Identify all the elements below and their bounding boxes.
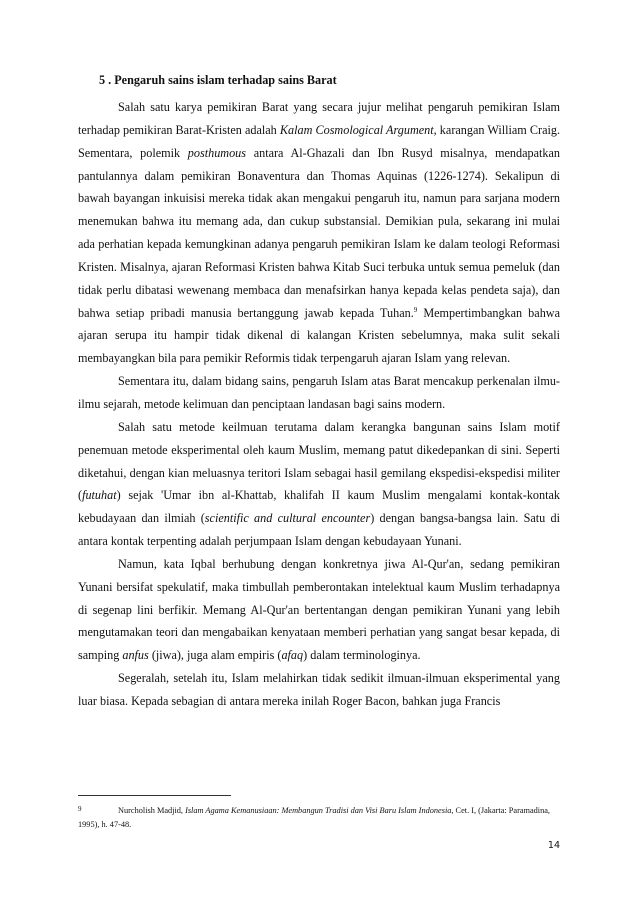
paragraph-4-italic-2: afaq <box>281 648 304 663</box>
paragraph-1-italic-1: Kalam Cosmological Argument <box>279 122 434 137</box>
footnote-divider <box>78 795 231 796</box>
section-heading: 5 . Pengaruh sains islam terhadap sains Barat <box>99 73 337 87</box>
footnote-book-title: Islam Agama Kemanusiaan: Membangun Tradisi dan Visi Baru Islam Indonesia <box>185 806 452 815</box>
footnote-reference[interactable]: 9 <box>413 305 418 314</box>
paragraph-2: Sementara itu, dalam bidang sains, pengaruh Islam atas Barat mencakup perkenalan ilmu-ilmu sejarah, metode kelimuan dan penciptaan landasan bagi sains modern. <box>78 374 560 411</box>
paragraph-1-text-2: , karangan William Craig. Sementara, polemik <box>78 122 561 160</box>
paragraph-4-text-2: (jiwa), juga alam empiris ( <box>148 648 282 663</box>
footnote-text-1: Nurcholish Madjid, <box>118 806 186 815</box>
paragraph-3 <box>78 416 560 553</box>
body-text <box>78 96 560 713</box>
paragraph-3-italic-1: futuhat <box>82 488 117 503</box>
paragraph-3-italic-2: scientific and cultural encounter <box>204 511 371 526</box>
paragraph-1-text-3: antara Al-Ghazali dan Ibn Rusyd misalnya, mendapatkan pantulannya dalam pemikiran Bonaventura dan Thomas Aquinas (1226-1274). Sekalipun di bawah bayangan inkuisisi mereka tidak akan mengakui pengaruh itu, namun para sarjana modern menemukan bahwa itu memang ada, dan cukup substansial. Demikian pula, sekarang ini mulai ada perhatian kepada kemungkinan adanya pengaruh pemikiran Islam ke dalam teologi Reformasi Kristen. Misalnya, ajaran Reformasi Kristen bahwa Kitab Suci terbuka untuk semua pemeluk (dan tidak perlu dibatasi wewenang membaca dan menafsirkan hanya kepada kelas pendeta saja), dan bahwa setiap pribadi manusia bertanggung jawab kepada Tuhan. <box>78 145 560 320</box>
page-number: 14 <box>547 840 560 851</box>
paragraph-1 <box>78 96 560 370</box>
footnote-mark: 9 <box>78 805 82 813</box>
paragraph-1-text-1: Salah satu karya pemikiran Barat yang secara jujur melihat pengaruh pemikiran Islam terhadap pemikiran Barat-Kristen adalah <box>78 100 560 137</box>
paragraph-4-italic-1: anfus <box>122 648 149 663</box>
paragraph-3-text-1: Salah satu metode keilmuan terutama dalam kerangka bangunan sains Islam motif penemuan metode eksperimental oleh kaum Muslim, memang patut dikedepankan di sini. Seperti diketahui, dengan kian meluasnya teritori Islam sebagai hasil gemilang ekspedisi-ekspedisi militer ( <box>78 419 560 503</box>
paragraph-4 <box>78 553 560 667</box>
paragraph-3-text-2: ) sejak 'Umar ibn al-Khattab, khalifah II kaum Muslim mengalami kontak-kontak kebudayaan dan ilmiah ( <box>78 488 560 526</box>
paragraph-4-text-1: Namun, kata Iqbal berhubung dengan konkretnya jiwa Al-Qur'an, sedang pemikiran Yunani bersifat spekulatif, maka timbullah pemberontakan intelektual kaum Muslim terhadapnya di segenap lini berfikir. Memang Al-Qur'an bertentangan dengan pemikiran Yunani yang lebih mengutamakan teori dan mengabaikan kenyataan memberi perhatian yang sangat besar kepada, di samping <box>78 556 560 663</box>
paragraph-5: Segeralah, setelah itu, Islam melahirkan tidak sedikit ilmuan-ilmuan eksperimental yang luar biasa. Kepada sebagian di antara mereka inilah Roger Bacon, bahkan juga Francis <box>78 671 560 708</box>
paragraph-1-italic-2: posthumous <box>187 145 247 160</box>
footnote <box>78 802 560 832</box>
paragraph-1-text-4: Mempertimbangkan bahwa ajaran serupa itu hampir tidak dikenal di kalangan Kristen sebelumnya, maka sulit sekali membayangkan bila para pemikir Reformis tidak terpengaruh ajaran Islam yang relevan. <box>78 305 560 366</box>
paragraph-4-text-3: ) dalam terminologinya. <box>303 648 421 663</box>
paragraph-3-text-3: ) dengan bangsa-bangsa lain. Satu di antara kontak terpenting adalah perjumpaan Islam dengan kebudayaan Yunani. <box>78 511 560 549</box>
footnote-text-2: , Cet. I, (Jakarta: Paramadina, 1995), h. 47-48. <box>78 806 551 829</box>
